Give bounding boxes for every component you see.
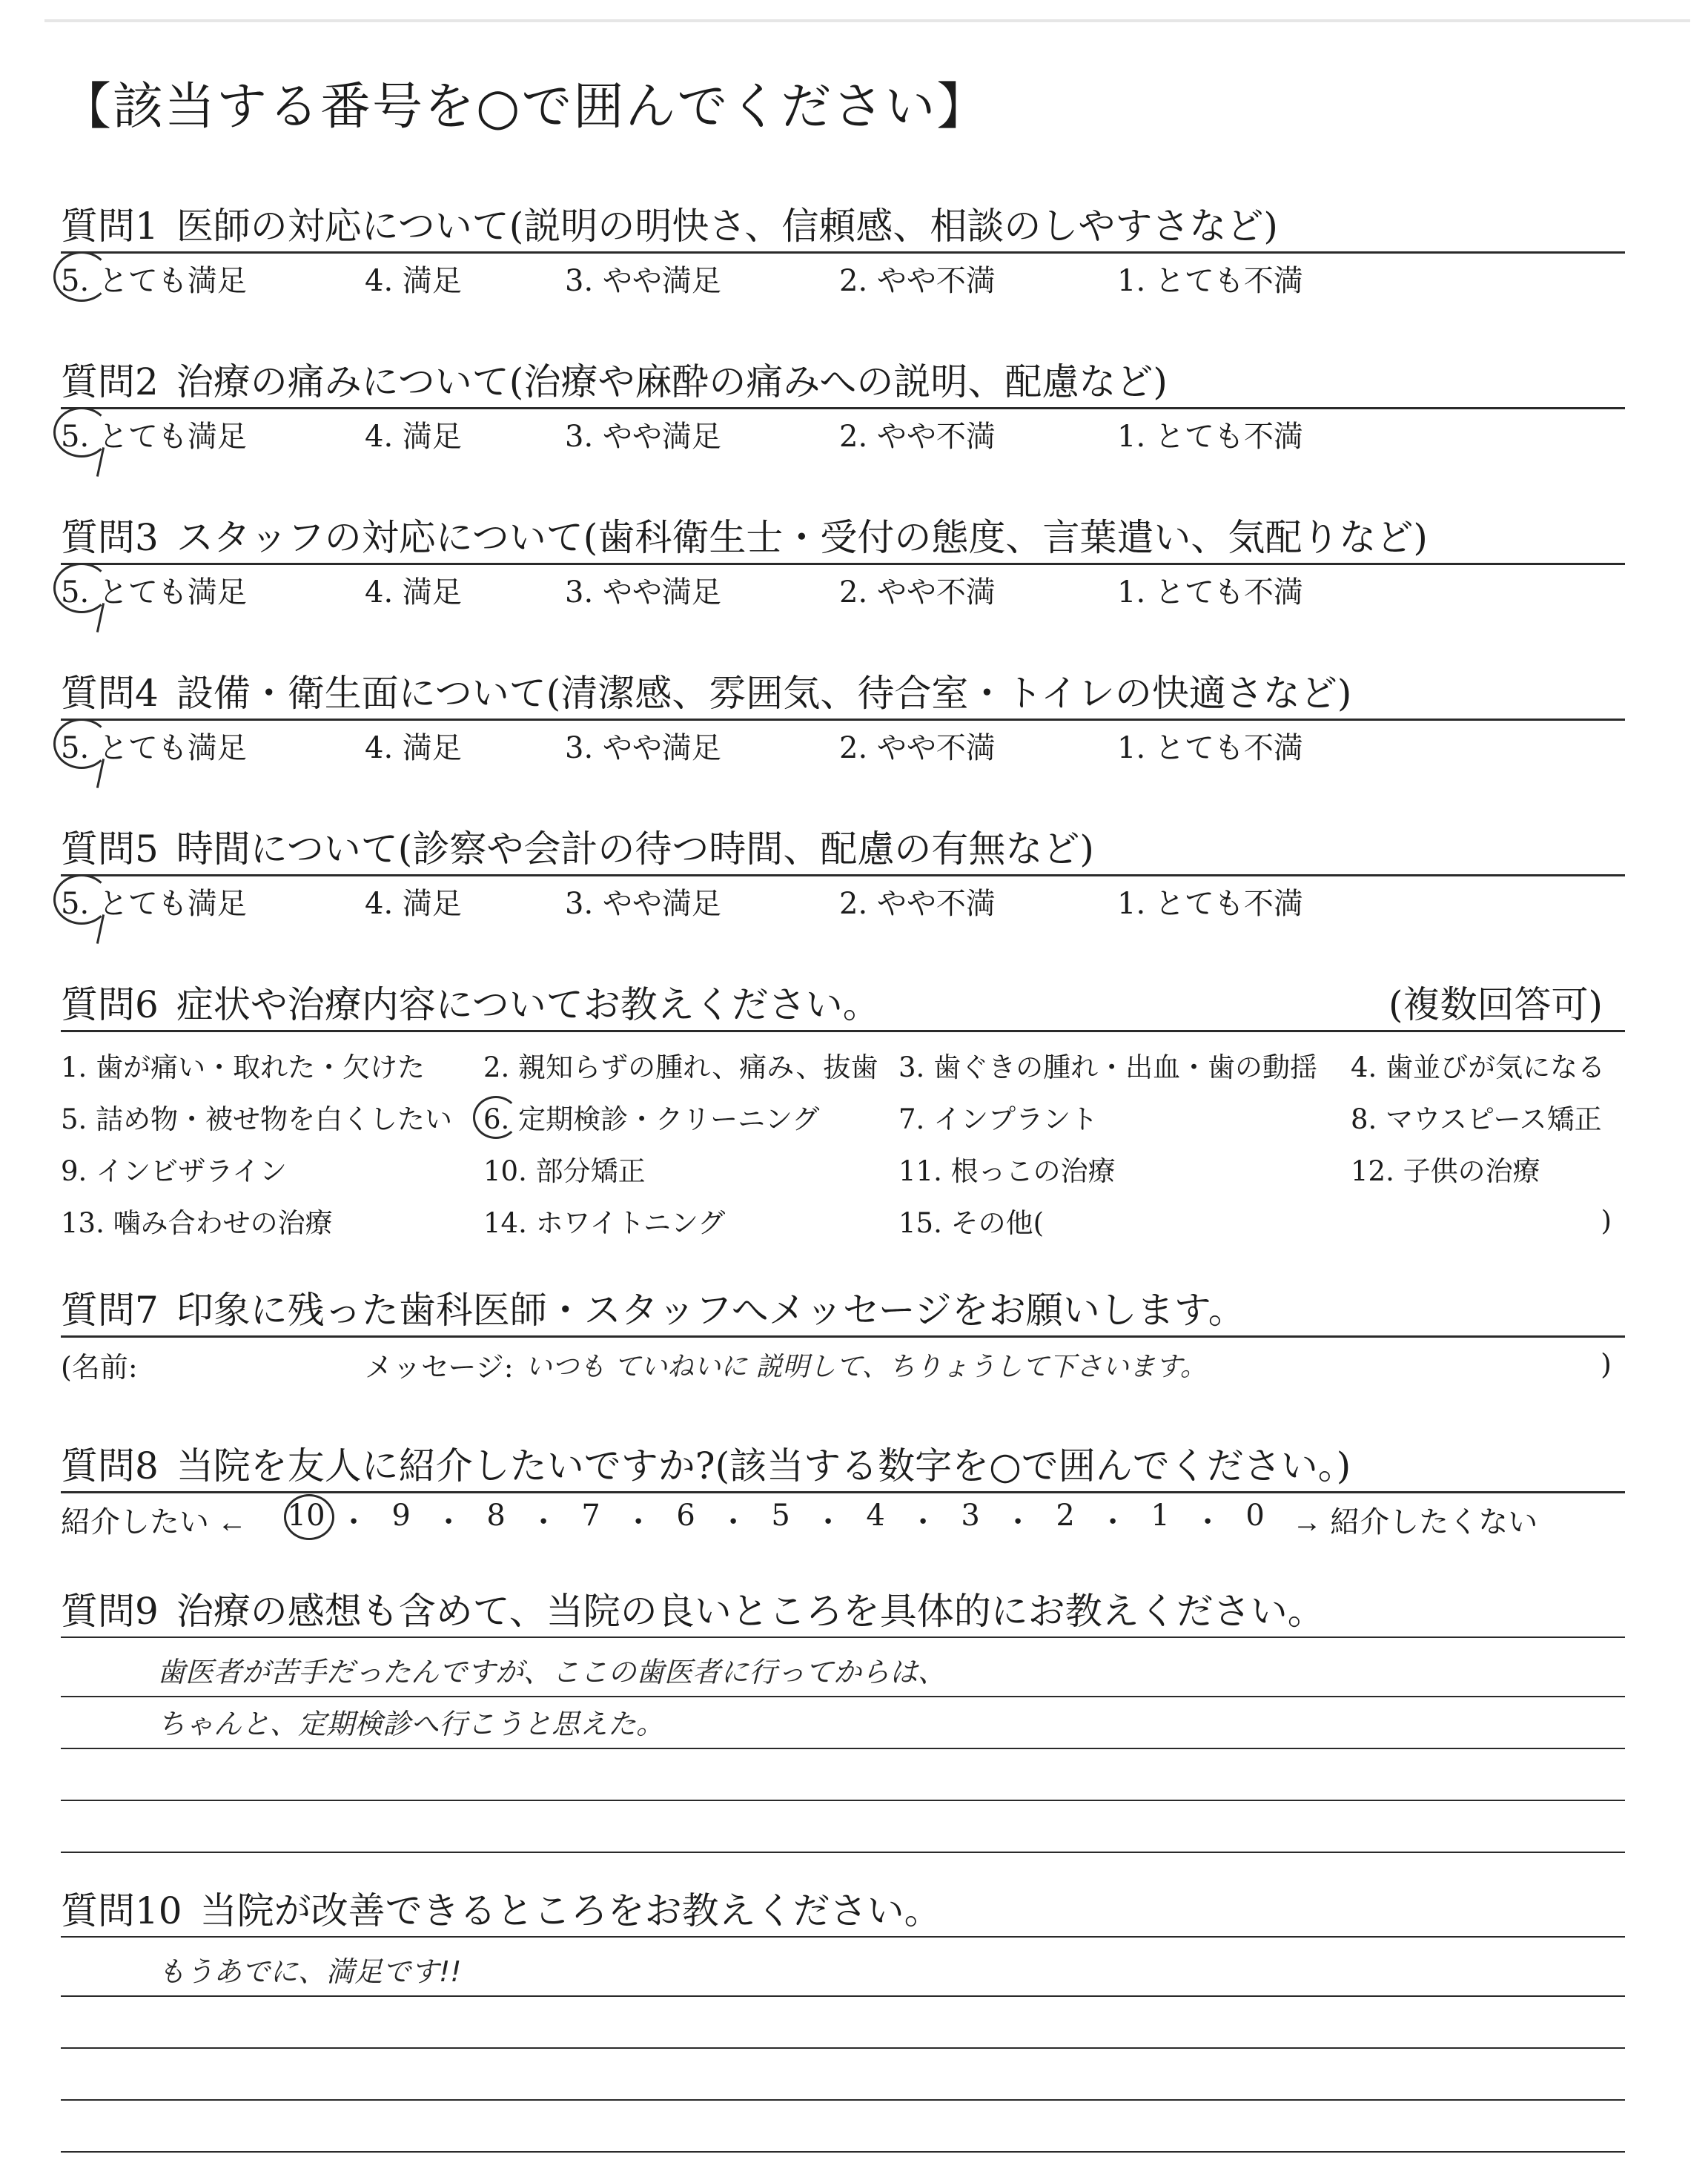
option-somewhat-dissatisfied[interactable]: 2. やや不満 bbox=[839, 263, 996, 298]
scale-separator: ・ bbox=[339, 1505, 369, 1539]
symptom-option[interactable]: 9. インビザライン bbox=[61, 1155, 287, 1187]
scale-value[interactable]: 1 bbox=[1151, 1498, 1170, 1533]
close-paren: ) bbox=[1601, 1204, 1612, 1237]
answer-line bbox=[61, 2101, 1625, 2153]
answer-line bbox=[61, 1749, 1625, 1801]
question-number: 質問5 bbox=[61, 828, 159, 871]
question-text: スタッフの対応について(歯科衛生士・受付の態度、言葉遣い、気配りなど) bbox=[176, 516, 1428, 559]
divider bbox=[61, 1030, 1625, 1032]
answer-line bbox=[61, 1997, 1625, 2049]
scale-separator: ・ bbox=[1003, 1505, 1033, 1539]
survey-sheet bbox=[61, 67, 1625, 2153]
option-very-dissatisfied[interactable]: 1. とても不満 bbox=[1117, 263, 1303, 298]
option-very-satisfied[interactable]: 5. とても満足 bbox=[61, 413, 365, 455]
question-text: 症状や治療内容についてお教えください。 bbox=[176, 983, 880, 1026]
question-5 bbox=[61, 819, 1625, 975]
scale-separator: ・ bbox=[1193, 1505, 1223, 1539]
referral-scale bbox=[61, 1493, 1625, 1545]
option-very-satisfied[interactable]: 5. とても満足 bbox=[61, 257, 365, 300]
question-number: 質問3 bbox=[61, 516, 159, 559]
scale-value[interactable]: 7 bbox=[581, 1498, 600, 1533]
question-3 bbox=[61, 508, 1625, 664]
answer-line bbox=[61, 1645, 1625, 1697]
handwritten-answer: ちゃんと、定期検診へ行こうと思えた。 bbox=[157, 1708, 665, 1740]
option-somewhat-satisfied[interactable]: 3. やや満足 bbox=[565, 575, 721, 610]
scale-value[interactable]: 0 bbox=[1245, 1498, 1265, 1533]
question-heading bbox=[61, 1582, 1625, 1631]
question-text: 当院が改善できるところをお教えください。 bbox=[199, 1889, 941, 1932]
symptom-option[interactable]: 14. ホワイトニング bbox=[483, 1207, 726, 1239]
scale-value[interactable]: 8 bbox=[486, 1498, 506, 1533]
scale-separator: ・ bbox=[718, 1505, 749, 1539]
handwritten-circle-mark bbox=[284, 1494, 334, 1540]
question-1 bbox=[61, 196, 1625, 352]
symptom-option-selected[interactable]: 6. 定期検診・クリーニング bbox=[483, 1096, 898, 1137]
question-10 bbox=[61, 1881, 1625, 2153]
message-row bbox=[61, 1338, 1625, 1391]
question-heading bbox=[61, 819, 1625, 871]
symptom-option[interactable]: 7. インプラント bbox=[898, 1103, 1099, 1135]
option-very-dissatisfied[interactable]: 1. とても不満 bbox=[1117, 419, 1303, 454]
question-heading bbox=[61, 352, 1625, 401]
rating-options bbox=[61, 409, 1625, 458]
question-heading bbox=[61, 196, 1625, 248]
scale-left-label: 紹介したい ← bbox=[61, 1505, 248, 1539]
scale-value[interactable]: 9 bbox=[391, 1498, 411, 1533]
question-number: 質問2 bbox=[61, 360, 159, 403]
scale-value[interactable]: 4 bbox=[866, 1498, 885, 1533]
symptom-options bbox=[61, 1044, 1625, 1241]
scale-separator: ・ bbox=[1098, 1505, 1128, 1539]
handwritten-answer: もうあでに、満足です!! bbox=[157, 1955, 462, 1988]
option-satisfied[interactable]: 4. 満足 bbox=[365, 419, 462, 454]
answer-line bbox=[61, 1697, 1625, 1749]
handwritten-answer: 歯医者が苦手だったんですが、ここの歯医者に行ってからは、 bbox=[157, 1656, 947, 1688]
answer-line bbox=[61, 1801, 1625, 1853]
question-7 bbox=[61, 1281, 1625, 1436]
option-somewhat-dissatisfied[interactable]: 2. やや不満 bbox=[839, 575, 996, 610]
symptom-option[interactable]: 2. 親知らずの腫れ、痛み、抜歯 bbox=[483, 1051, 878, 1083]
divider bbox=[61, 1936, 1625, 1938]
scale-value-selected[interactable]: 10 bbox=[282, 1499, 330, 1541]
option-somewhat-dissatisfied[interactable]: 2. やや不満 bbox=[839, 419, 996, 454]
option-somewhat-satisfied[interactable]: 3. やや満足 bbox=[565, 730, 721, 765]
option-very-dissatisfied[interactable]: 1. とても不満 bbox=[1117, 575, 1303, 610]
question-text: 当院を友人に紹介したいですか?(該当する数字を○で囲んでください。) bbox=[176, 1444, 1351, 1487]
option-satisfied[interactable]: 4. 満足 bbox=[365, 263, 462, 298]
question-heading bbox=[61, 664, 1625, 713]
question-number: 質問10 bbox=[61, 1889, 182, 1932]
option-somewhat-dissatisfied[interactable]: 2. やや不満 bbox=[839, 730, 996, 765]
option-very-dissatisfied[interactable]: 1. とても不満 bbox=[1117, 886, 1303, 921]
question-6 bbox=[61, 975, 1625, 1281]
question-4 bbox=[61, 664, 1625, 819]
scale-separator: ・ bbox=[529, 1505, 559, 1539]
handwritten-circle-mark bbox=[473, 1096, 519, 1139]
symptom-option[interactable]: 4. 歯並びが気になる bbox=[1351, 1051, 1606, 1083]
question-9 bbox=[61, 1582, 1625, 1881]
option-satisfied[interactable]: 4. 満足 bbox=[365, 730, 462, 765]
symptom-option[interactable]: 1. 歯が痛い・取れた・欠けた bbox=[61, 1051, 426, 1083]
option-very-dissatisfied[interactable]: 1. とても不満 bbox=[1117, 730, 1303, 765]
name-label: (名前: bbox=[61, 1350, 138, 1384]
rating-options bbox=[61, 876, 1625, 925]
option-very-satisfied[interactable]: 5. とても満足 bbox=[61, 880, 365, 922]
scale-numbers bbox=[282, 1499, 1279, 1541]
option-satisfied[interactable]: 4. 満足 bbox=[365, 575, 462, 610]
answer-line bbox=[61, 1945, 1625, 1997]
divider bbox=[61, 1636, 1625, 1638]
scale-value[interactable]: 5 bbox=[771, 1498, 790, 1533]
scale-value[interactable]: 2 bbox=[1056, 1498, 1075, 1533]
message-label: メッセージ: bbox=[365, 1350, 514, 1384]
answer-lines bbox=[61, 1945, 1625, 2153]
option-somewhat-satisfied[interactable]: 3. やや満足 bbox=[565, 263, 721, 298]
scan-top-edge bbox=[44, 19, 1690, 22]
handwritten-circle-mark bbox=[53, 251, 110, 302]
question-number: 質問1 bbox=[61, 205, 159, 248]
question-text: 治療の感想も含めて、当院の良いところを具体的にお教えください。 bbox=[176, 1590, 1325, 1633]
scale-separator: ・ bbox=[623, 1505, 654, 1539]
scale-value[interactable]: 3 bbox=[961, 1498, 980, 1533]
rating-options bbox=[61, 721, 1625, 770]
option-somewhat-dissatisfied[interactable]: 2. やや不満 bbox=[839, 886, 996, 921]
question-text: 治療の痛みについて(治療や麻酔の痛みへの説明、配慮など) bbox=[176, 360, 1168, 403]
question-number: 質問4 bbox=[61, 672, 159, 715]
symptom-option[interactable]: 10. 部分矯正 bbox=[483, 1155, 646, 1187]
option-somewhat-satisfied[interactable]: 3. やや満足 bbox=[565, 886, 721, 921]
rating-options bbox=[61, 565, 1625, 614]
option-very-satisfied[interactable]: 5. とても満足 bbox=[61, 724, 365, 767]
symptom-option[interactable]: 15. その他( bbox=[898, 1207, 1045, 1239]
option-very-satisfied[interactable]: 5. とても満足 bbox=[61, 569, 365, 611]
question-heading bbox=[61, 1281, 1625, 1330]
question-number: 質問6 bbox=[61, 983, 159, 1026]
question-text: 印象に残った歯科医師・スタッフへメッセージをお願いします。 bbox=[176, 1289, 1245, 1332]
question-2 bbox=[61, 352, 1625, 508]
rating-options bbox=[61, 254, 1625, 303]
symptom-option[interactable]: 5. 詰め物・被せ物を白くしたい bbox=[61, 1103, 453, 1135]
option-somewhat-satisfied[interactable]: 3. やや満足 bbox=[565, 419, 721, 454]
multiple-answer-note: (複数回答可) bbox=[1388, 983, 1603, 1026]
symptom-option[interactable]: 12. 子供の治療 bbox=[1351, 1155, 1540, 1187]
scale-value[interactable]: 6 bbox=[676, 1498, 695, 1533]
symptom-option[interactable]: 11. 根っこの治療 bbox=[898, 1155, 1116, 1187]
scale-separator: ・ bbox=[434, 1505, 464, 1539]
symptom-option[interactable]: 13. 噛み合わせの治療 bbox=[61, 1207, 333, 1239]
scale-right-label: → 紹介したくない bbox=[1292, 1505, 1538, 1539]
instruction-title: 【該当する番号を○で囲んでください】 bbox=[61, 78, 989, 136]
question-number: 質問9 bbox=[61, 1590, 159, 1633]
option-satisfied[interactable]: 4. 満足 bbox=[365, 886, 462, 921]
question-heading bbox=[61, 508, 1625, 557]
other-close bbox=[1351, 1200, 1625, 1241]
question-text: 医師の対応について(説明の明快さ、信頼感、相談のしやすさなど) bbox=[176, 205, 1278, 248]
scale-separator: ・ bbox=[908, 1505, 939, 1539]
answer-line bbox=[61, 2049, 1625, 2101]
question-number: 質問7 bbox=[61, 1289, 159, 1332]
question-heading bbox=[61, 1436, 1625, 1485]
question-number: 質問8 bbox=[61, 1444, 159, 1487]
close-paren: ) bbox=[1601, 1348, 1612, 1381]
question-text: 設備・衛生面について(清潔感、雰囲気、待合室・トイレの快適さなど) bbox=[176, 672, 1352, 715]
handwritten-message: いつも ていねいに 説明して、ちりょうして下さいます。 bbox=[525, 1351, 1207, 1382]
question-text: 時間について(診察や会計の待つ時間、配慮の有無など) bbox=[176, 828, 1094, 871]
scale-separator: ・ bbox=[813, 1505, 844, 1539]
symptom-option[interactable]: 8. マウスピース矯正 bbox=[1351, 1103, 1602, 1135]
question-heading bbox=[61, 1881, 1625, 1930]
question-8 bbox=[61, 1436, 1625, 1582]
answer-lines bbox=[61, 1645, 1625, 1853]
symptom-option[interactable]: 3. 歯ぐきの腫れ・出血・歯の動揺 bbox=[898, 1051, 1318, 1083]
